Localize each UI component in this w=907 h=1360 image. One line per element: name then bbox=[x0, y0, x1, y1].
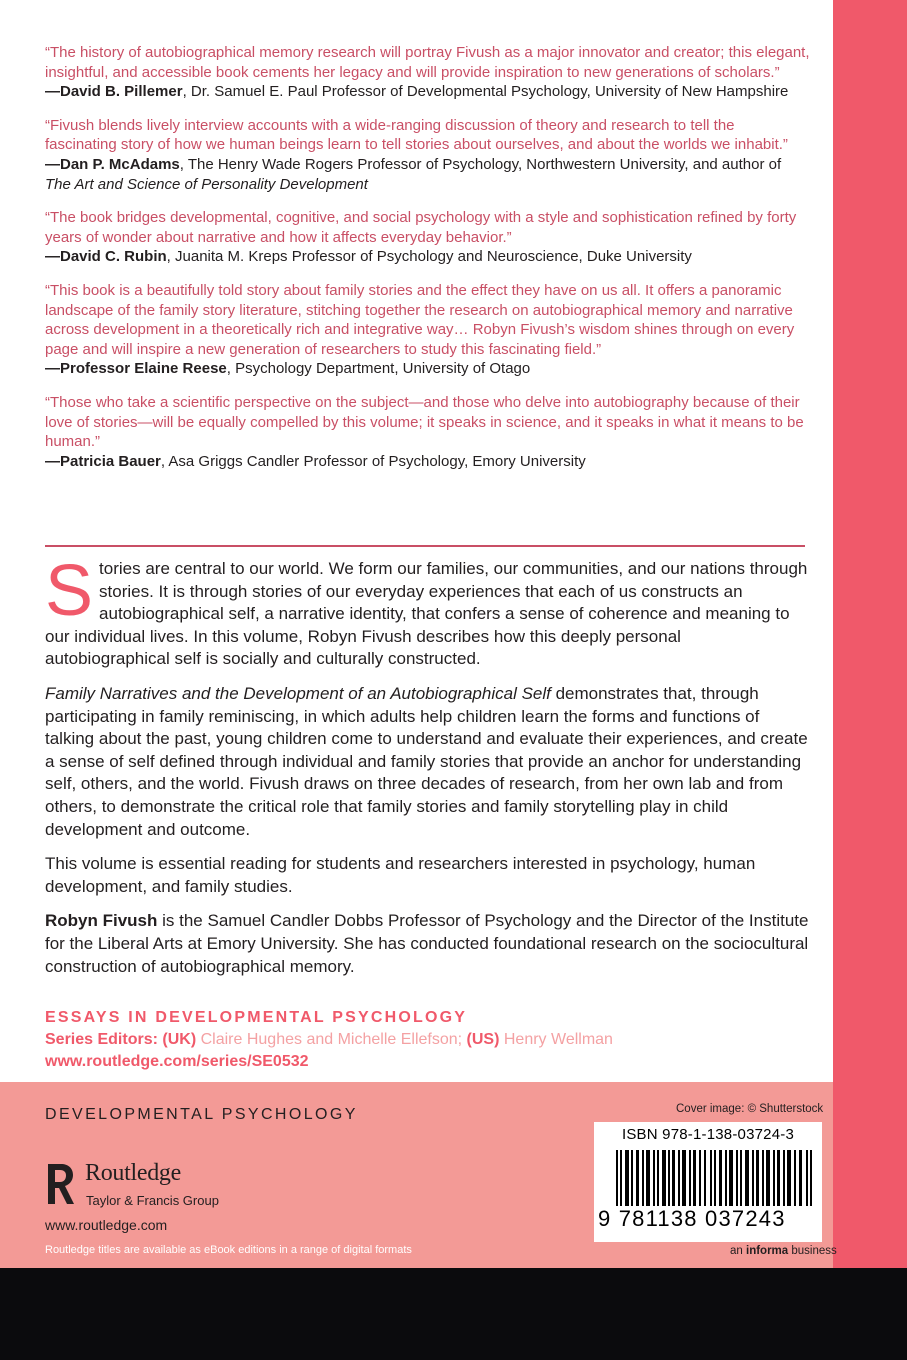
author-bio bbox=[45, 910, 810, 978]
publisher-logo bbox=[45, 1160, 245, 1210]
routledge-logo-icon bbox=[45, 1162, 75, 1206]
endorsement-attribution bbox=[45, 248, 692, 265]
cover-image-credit: Cover image: © Shutterstock bbox=[676, 1103, 824, 1115]
endorser-affiliation: , Dr. Samuel E. Paul Professor of Developmental Psychology, University of New Hampshire bbox=[182, 83, 789, 101]
endorser-name: —Patricia Bauer bbox=[45, 452, 161, 470]
author-name: Robyn Fivush bbox=[45, 911, 158, 931]
endorser-affiliation: , The Henry Wade Rogers Professor of Psychology, Northwestern University, and author of bbox=[179, 155, 782, 173]
endorsement-quote: “The history of autobiographical memory research will portray Fivush as a major innovator and creator; this elegant, insightful, and accessible book cements her legacy and will provide inspiration to new generations of scholars.” bbox=[45, 44, 810, 81]
blurb-text: demonstrates that, through participating in family reminiscing, in which adults help children learn the forms and functions of talking about the past, young children come to understand and evaluate their experiences, and create a sense of self defined through individual and family stories that provide an anchor for understanding self, others, and the world. Fivush draws on three decades of research, from her own lab and from others, to demonstrate the critical role that family stories and family storytelling play in child development and outcome. bbox=[45, 683, 808, 839]
blurb-text: tories are central to our world. We form our families, our communities, and our nations through stories. It is through stories of our everyday experiences that each of us constructs an autobiographical self, a narrative identity, that confers a sense of coherence and meaning to our individual lives. In this volume, Robyn Fivush describes how this deeply personal autobiographical self is socially and culturally constructed. bbox=[45, 559, 808, 669]
endorser-book-title: The Art and Science of Personality Development bbox=[45, 175, 368, 193]
endorsement-quote: “This book is a beautifully told story about family stories and the effect they have on us all. It offers a panoramic landscape of the family story literature, stitching together the research on autobiographical memory and narrative across development in a theoretically rich and integrative way… Robyn Fivush’s wisdom shines through on every page and will inspire a new generation of researchers to study this fascinating field.” bbox=[45, 281, 795, 358]
publisher-name: Routledge bbox=[85, 1160, 181, 1186]
ebook-note: Routledge titles are available as eBook editions in a range of digital formats bbox=[45, 1244, 412, 1256]
series-url-link[interactable]: www.routledge.com/series/SE0532 bbox=[45, 1053, 309, 1070]
uk-editors: Claire Hughes and Michelle Ellefson; bbox=[200, 1031, 463, 1048]
endorsement-attribution bbox=[45, 360, 530, 377]
section-divider bbox=[45, 545, 805, 547]
endorser-name: —Professor Elaine Reese bbox=[45, 360, 227, 378]
blurb-paragraph bbox=[45, 853, 810, 898]
informa-business-mark bbox=[730, 1245, 837, 1257]
informa-suffix: business bbox=[791, 1245, 837, 1257]
endorsement bbox=[45, 116, 810, 194]
book-title: Family Narratives and the Development of an Autobiographical Self bbox=[45, 683, 551, 703]
blurb-paragraph bbox=[45, 551, 810, 671]
endorsement bbox=[45, 208, 810, 267]
isbn-number: ISBN 978-1-138-03724-3 bbox=[621, 1126, 794, 1143]
drop-cap: S bbox=[45, 551, 94, 631]
informa-brand: informa bbox=[746, 1245, 789, 1257]
blurb-text: This volume is essential reading for students and researchers interested in psychology, human development, and family studies. bbox=[45, 854, 756, 896]
informa-prefix: an bbox=[730, 1245, 743, 1257]
endorsement bbox=[45, 393, 810, 471]
bottom-band bbox=[0, 1268, 907, 1360]
publisher-website-link[interactable]: www.routledge.com bbox=[45, 1217, 168, 1233]
blurb-paragraph bbox=[45, 683, 810, 841]
subject-category: DEVELOPMENTAL PSYCHOLOGY bbox=[45, 1106, 358, 1123]
blurb bbox=[45, 551, 810, 990]
endorser-affiliation: , Juanita M. Kreps Professor of Psychology and Neuroscience, Duke University bbox=[166, 248, 692, 266]
author-bio-text: is the Samuel Candler Dobbs Professor of Psychology and the Director of the Institute for the Liberal Arts at Emory University. She has conducted foundational research on the sociocultural construction of autobiographical memory. bbox=[45, 911, 809, 976]
us-editors: Henry Wellman bbox=[503, 1031, 613, 1048]
endorsement bbox=[45, 43, 810, 102]
endorsement-quote: “Those who take a scientific perspective on the subject—and those who delve into autobiography because of their love of stories—will be equally compelled by this volume; it speaks in science, and it speaks in what it means to be human.” bbox=[45, 393, 804, 451]
uk-label: (UK) bbox=[162, 1031, 197, 1048]
series-editors bbox=[45, 1029, 810, 1051]
endorsement bbox=[45, 281, 810, 379]
series-editors-label: Series Editors: bbox=[45, 1031, 158, 1048]
endorser-affiliation: , Psychology Department, University of Otago bbox=[226, 360, 531, 378]
spine-strip bbox=[833, 0, 907, 1268]
endorsement-quote: “Fivush blends lively interview accounts with a wide-ranging discussion of theory and research to tell the fascinating story of how we human beings learn to tell stories about ourselves, and about the worlds we inhabit.” bbox=[45, 116, 788, 154]
endorsement-attribution bbox=[45, 453, 586, 470]
endorser-name: —Dan P. McAdams bbox=[45, 155, 180, 173]
us-label: (US) bbox=[466, 1031, 500, 1048]
isbn-barcode bbox=[594, 1122, 822, 1242]
series-info bbox=[45, 1007, 810, 1073]
series-title: ESSAYS IN DEVELOPMENTAL PSYCHOLOGY bbox=[45, 1009, 468, 1026]
endorsement-attribution bbox=[45, 156, 781, 193]
endorser-name: —David C. Rubin bbox=[45, 248, 167, 266]
endorser-name: —David B. Pillemer bbox=[45, 83, 183, 101]
endorsement-attribution bbox=[45, 83, 788, 100]
endorser-affiliation: , Asa Griggs Candler Professor of Psychology, Emory University bbox=[160, 452, 586, 470]
endorsements bbox=[45, 43, 810, 485]
barcode-digits: 9 781138 037243 bbox=[598, 1206, 818, 1232]
endorsement-quote: “The book bridges developmental, cognitive, and social psychology with a style and sophistication refined by forty years of wonder about narrative and how it affects everyday behavior.” bbox=[45, 209, 797, 246]
publisher-group: Taylor & Francis Group bbox=[86, 1193, 219, 1208]
